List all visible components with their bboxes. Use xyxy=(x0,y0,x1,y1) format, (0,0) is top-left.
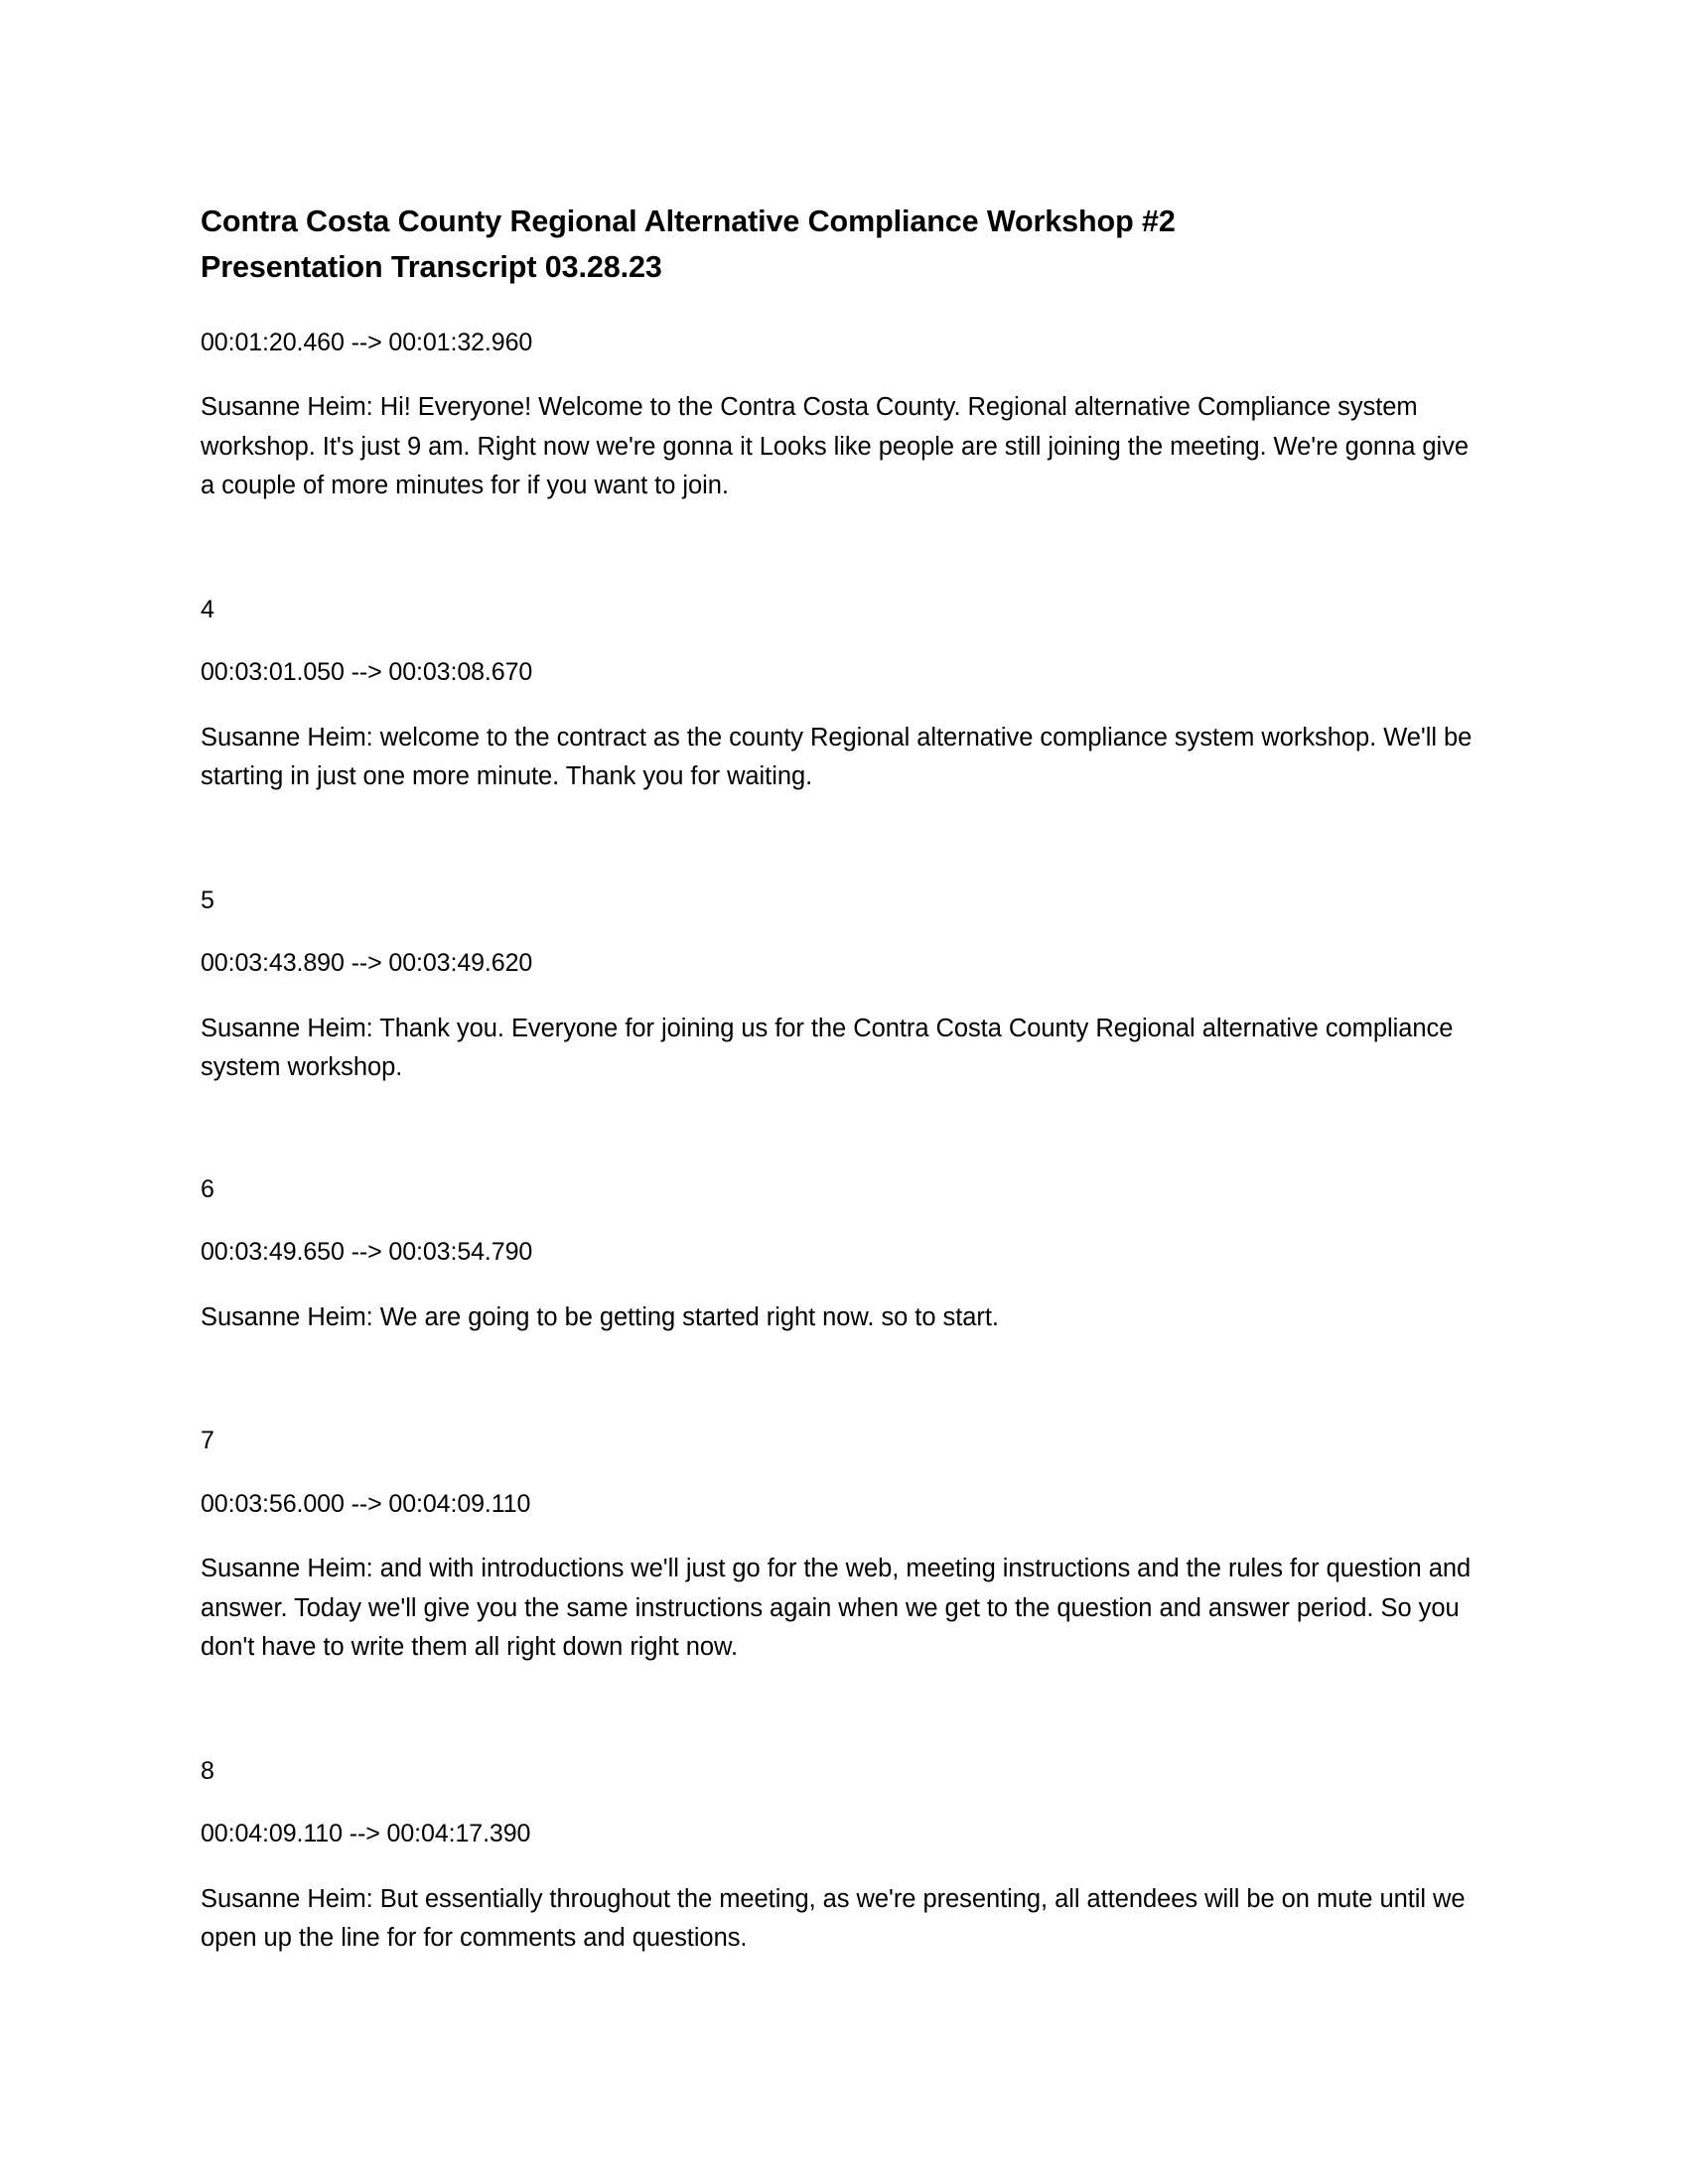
cue-timestamp: 00:03:01.050 --> 00:03:08.670 xyxy=(201,658,533,687)
cue-timestamp: 00:04:09.110 --> 00:04:17.390 xyxy=(201,1820,531,1848)
cue-text: Susanne Heim: welcome to the contract as the county Regional alternative compliance system workshop. We'll be starting in just one more minute. Thank you for waiting. xyxy=(201,723,1473,791)
page-title-line-1: Contra Costa County Regional Alternative Compliance Workshop #2 xyxy=(201,205,1176,238)
transcript-cue xyxy=(201,592,1479,797)
cue-timestamp: 00:03:56.000 --> 00:04:09.110 xyxy=(201,1489,531,1518)
cue-text: Susanne Heim: But essentially throughout the meeting, as we're presenting, all attendees will be on mute until we open up the line for for comments and questions. xyxy=(201,1884,1466,1953)
cue-index: 6 xyxy=(201,1174,214,1203)
page-title xyxy=(201,199,1313,291)
cue-spacer xyxy=(201,797,1479,883)
cue-text: Susanne Heim: We are going to be getting started right now. so to start. xyxy=(201,1302,999,1331)
cue-spacer xyxy=(201,506,1479,592)
cue-text: Susanne Heim: and with introductions we'll just go for the web, meeting instructions and the rules for question and answer. Today we'll give you the same instructions again when we get to the question and answer period. So you don't have to write them all right down right now. xyxy=(201,1555,1472,1662)
cue-text: Susanne Heim: Hi! Everyone! Welcome to the Contra Costa County. Regional alternative Compliance system workshop. It's just 9 am. Right now we're gonna it Looks like people are still joining the meeting. We're gonna give a couple of more minutes for if you want to join. xyxy=(201,393,1469,500)
transcript-cue xyxy=(201,1423,1479,1668)
transcript-cue xyxy=(201,1753,1479,1959)
cue-spacer xyxy=(201,1088,1479,1171)
page-title-line-2: Presentation Transcript 03.28.23 xyxy=(201,250,662,285)
cue-index: 7 xyxy=(201,1427,214,1455)
cue-timestamp: 00:01:20.460 --> 00:01:32.960 xyxy=(201,328,533,356)
cue-timestamp: 00:03:49.650 --> 00:03:54.790 xyxy=(201,1238,533,1267)
cue-index: 8 xyxy=(201,1756,214,1785)
cue-timestamp: 00:03:43.890 --> 00:03:49.620 xyxy=(201,949,533,978)
cue-index: 5 xyxy=(201,886,214,914)
transcript-cue xyxy=(201,883,1479,1088)
transcript-cue xyxy=(201,1171,1479,1338)
transcript-cue xyxy=(201,325,1479,506)
cue-text: Susanne Heim: Thank you. Everyone for joining us for the Contra Costa County Regional alternative compliance system workshop. xyxy=(201,1014,1454,1082)
cue-spacer xyxy=(201,1337,1479,1423)
cue-spacer xyxy=(201,1668,1479,1753)
cue-index: 4 xyxy=(201,595,214,623)
